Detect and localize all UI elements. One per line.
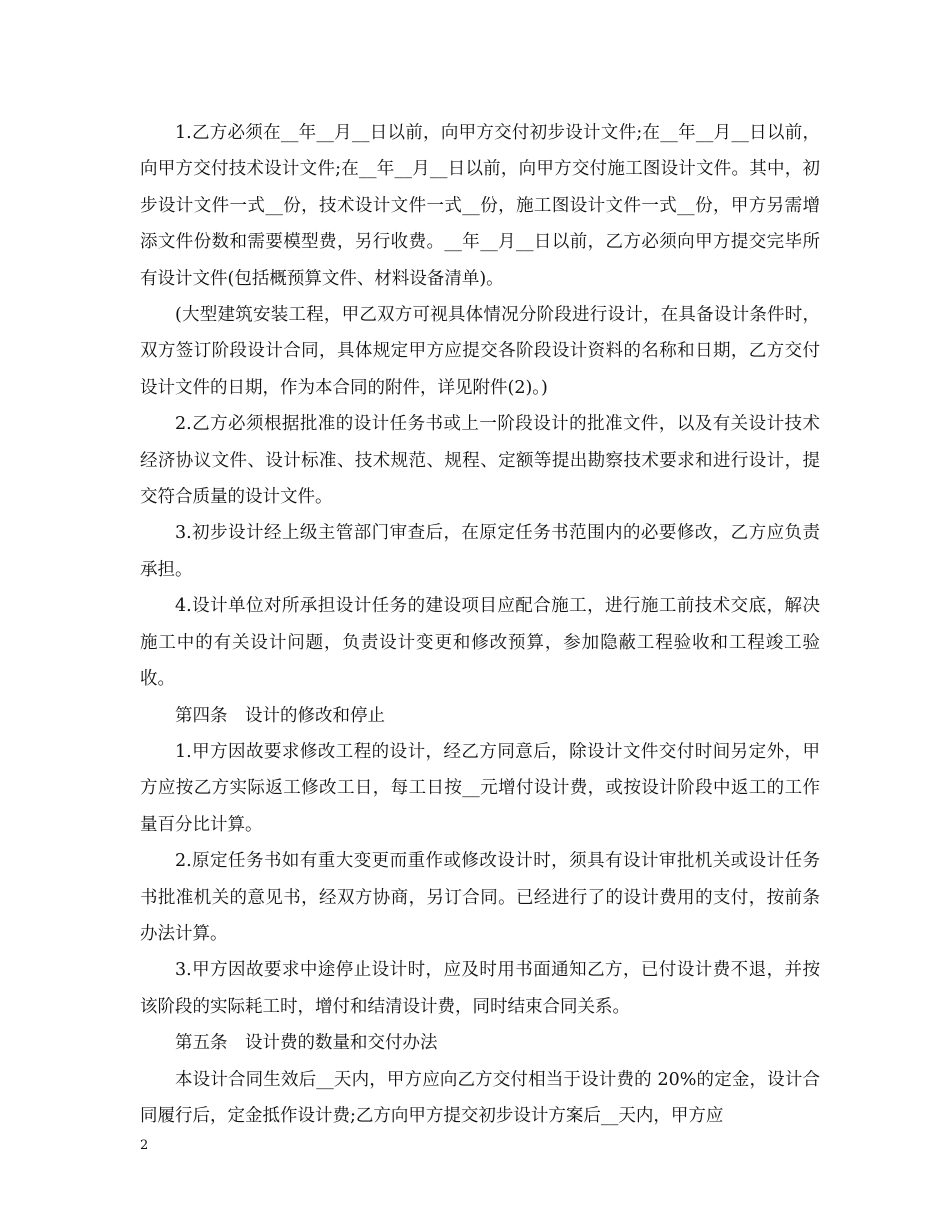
clause-paragraph-modification-fee: 1.甲方因故要求修改工程的设计，经乙方同意后，除设计文件交付时间另定外，甲方应按乙方实际返工修改工日，每工日按__元增付设计费，或按设计阶段中返工的工作量百分比计算。	[140, 741, 820, 835]
article-heading-five: 第五条 设计费的数量和交付办法	[175, 1033, 438, 1054]
clause-paragraph-construction-cooperation: 4.设计单位对所承担设计任务的建设项目应配合施工，进行施工前技术交底，解决施工中的有关设计问题，负责设计变更和修改预算，参加隐蔽工程验收和工程竣工验收。	[140, 596, 820, 690]
clause-paragraph-delivery-deadlines: 1.乙方必须在__年__月__日以前，向甲方交付初步设计文件;在__年__月__日以前，向甲方交付技术设计文件;在__年__月__日以前，向甲方交付施工图设计文件。其中，初步设计文件一式__份，技术设计文件一式__份，施工图设计文件一式__份，甲方另需增添文件份数和需要模型费，另行收费。__年__月__日以前，乙方必须向甲方提交完毕所有设计文件(包括概预算文件、材料设备清单)。	[140, 123, 820, 289]
document-body	[140, 115, 820, 1134]
clause-paragraph-preliminary-review: 3.初步设计经上级主管部门审查后，在原定任务书范围内的必要修改，乙方应负责承担。	[140, 523, 820, 580]
clause-paragraph-deposit: 本设计合同生效后__天内，甲方应向乙方交付相当于设计费的 20%的定金，设计合同履行后，定金抵作设计费;乙方向甲方提交初步设计方案后__天内，甲方应	[140, 1069, 820, 1126]
clause-paragraph-termination: 3.甲方因故要求中途停止设计时，应及时用书面通知乙方，已付设计费不退，并按该阶段的实际耗工时，增付和结清设计费，同时结束合同关系。	[140, 960, 820, 1017]
clause-paragraph-design-basis: 2.乙方必须根据批准的设计任务书或上一阶段设计的批准文件，以及有关设计技术经济协议文件、设计标准、技术规范、规程、定额等提出勘察技术要求和进行设计，提交符合质量的设计文件。	[140, 414, 820, 508]
clause-paragraph-major-change: 2.原定任务书如有重大变更而重作或修改设计时，须具有设计审批机关或设计任务书批准机关的意见书，经双方协商，另订合同。已经进行了的设计费用的支付，按前条办法计算。	[140, 851, 820, 944]
clause-paragraph-staged-design-note: (大型建筑安装工程，甲乙双方可视具体情况分阶段进行设计，在具备设计条件时，双方签订阶段设计合同，具体规定甲方应提交各阶段设计资料的名称和日期，乙方交付设计文件的日期，作为本合同的附件，详见附件(2)。)	[140, 305, 820, 398]
article-heading-four: 第四条 设计的修改和停止	[175, 705, 385, 726]
page-number: 2	[140, 1138, 149, 1153]
